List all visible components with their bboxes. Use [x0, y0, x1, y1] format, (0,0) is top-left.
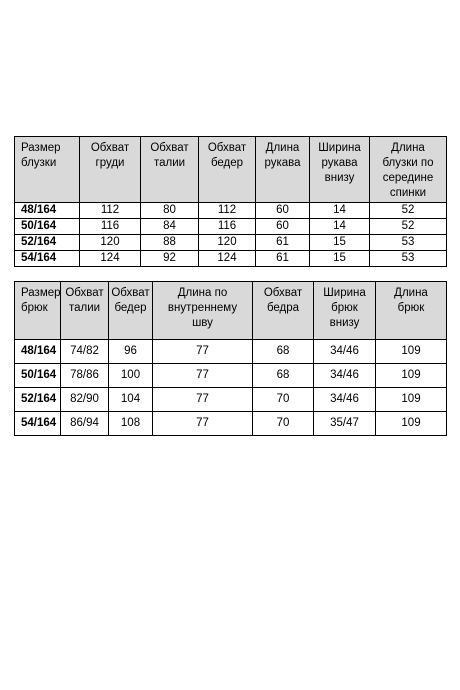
table-row [15, 219, 447, 235]
table-cell: 82/90 [61, 388, 109, 412]
table-cell: 60 [256, 203, 310, 219]
table-cell: 116 [199, 219, 256, 235]
blouse-header-chest: Обхват груди [80, 137, 141, 203]
table-cell: 34/46 [314, 388, 376, 412]
table-cell: 34/46 [314, 364, 376, 388]
blouse-header-size: Размер блузки [15, 137, 80, 203]
table-cell: 74/82 [61, 340, 109, 364]
pants-header-bottom-width: Ширина брюк внизу [314, 282, 376, 340]
table-cell: 61 [256, 251, 310, 267]
table-row [15, 364, 447, 388]
size-cell: 54/164 [15, 412, 61, 436]
table-row [15, 412, 447, 436]
table-cell: 70 [253, 412, 314, 436]
blouse-size-table [14, 136, 447, 267]
size-cell: 50/164 [15, 219, 80, 235]
blouse-header-hips: Обхват бедер [199, 137, 256, 203]
table-cell: 34/46 [314, 340, 376, 364]
table-cell: 52 [370, 203, 447, 219]
table-cell: 86/94 [61, 412, 109, 436]
size-cell: 52/164 [15, 235, 80, 251]
table-cell: 116 [80, 219, 141, 235]
pants-header-waist: Обхват талии [61, 282, 109, 340]
table-cell: 61 [256, 235, 310, 251]
table-cell: 70 [253, 388, 314, 412]
table-cell: 15 [310, 235, 370, 251]
table-cell: 120 [199, 235, 256, 251]
table-row [15, 251, 447, 267]
pants-header-row [15, 282, 447, 340]
table-cell: 84 [141, 219, 199, 235]
size-cell: 48/164 [15, 340, 61, 364]
table-cell: 68 [253, 340, 314, 364]
table-cell: 77 [153, 412, 253, 436]
table-cell: 14 [310, 219, 370, 235]
pants-header-thigh: Обхват бедра [253, 282, 314, 340]
table-cell: 78/86 [61, 364, 109, 388]
blouse-header-sleeve-width: Ширина рукава внизу [310, 137, 370, 203]
size-cell: 52/164 [15, 388, 61, 412]
table-cell: 80 [141, 203, 199, 219]
table-cell: 92 [141, 251, 199, 267]
table-cell: 109 [376, 388, 447, 412]
blouse-header-back-length: Длина блузки по середине спинки [370, 137, 447, 203]
table-cell: 53 [370, 251, 447, 267]
table-cell: 109 [376, 412, 447, 436]
table-cell: 52 [370, 219, 447, 235]
pants-header-length: Длина брюк [376, 282, 447, 340]
table-cell: 96 [109, 340, 153, 364]
table-cell: 60 [256, 219, 310, 235]
table-cell: 108 [109, 412, 153, 436]
blouse-header-row [15, 137, 447, 203]
table-row [15, 340, 447, 364]
table-cell: 124 [199, 251, 256, 267]
table-row [15, 235, 447, 251]
table-cell: 104 [109, 388, 153, 412]
size-cell: 48/164 [15, 203, 80, 219]
pants-header-inseam: Длина по внутреннему шву [153, 282, 253, 340]
size-cell: 54/164 [15, 251, 80, 267]
table-cell: 120 [80, 235, 141, 251]
table-cell: 68 [253, 364, 314, 388]
table-cell: 77 [153, 388, 253, 412]
table-row [15, 203, 447, 219]
table-cell: 15 [310, 251, 370, 267]
table-cell: 35/47 [314, 412, 376, 436]
pants-header-hips: Обхват бедер [109, 282, 153, 340]
table-cell: 100 [109, 364, 153, 388]
table-cell: 77 [153, 364, 253, 388]
table-cell: 109 [376, 340, 447, 364]
table-cell: 124 [80, 251, 141, 267]
pants-size-table [14, 281, 447, 436]
table-cell: 109 [376, 364, 447, 388]
table-cell: 88 [141, 235, 199, 251]
table-cell: 77 [153, 340, 253, 364]
table-cell: 112 [199, 203, 256, 219]
blouse-header-sleeve-length: Длина рукава [256, 137, 310, 203]
pants-header-size: Размер брюк [15, 282, 61, 340]
table-cell: 53 [370, 235, 447, 251]
blouse-header-waist: Обхват талии [141, 137, 199, 203]
size-cell: 50/164 [15, 364, 61, 388]
table-row [15, 388, 447, 412]
table-cell: 112 [80, 203, 141, 219]
table-cell: 14 [310, 203, 370, 219]
